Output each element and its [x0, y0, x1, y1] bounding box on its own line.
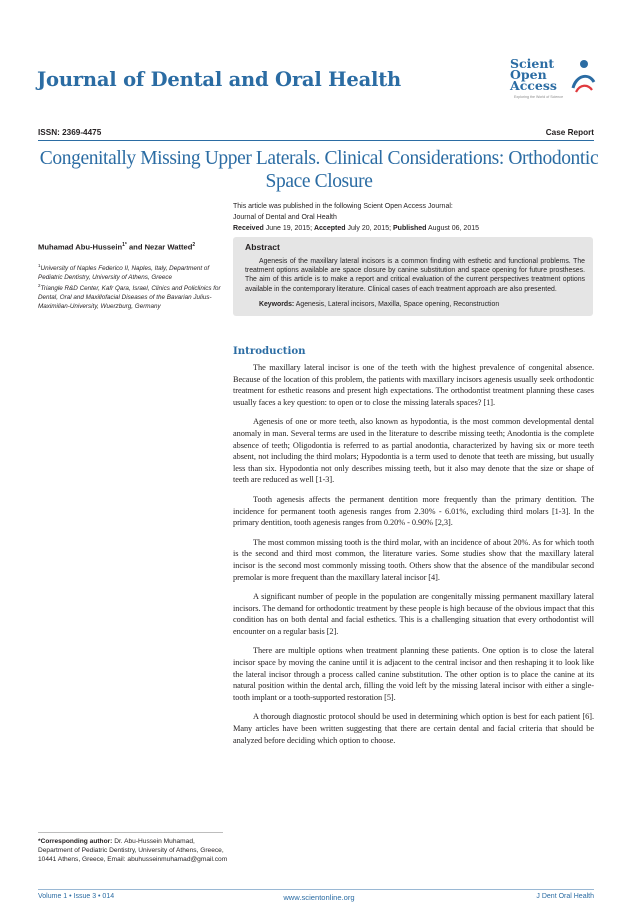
- footer-website-link[interactable]: www.scientonline.org: [283, 893, 355, 902]
- publication-info: [233, 201, 603, 234]
- pub-line-1: This article was published in the following Scient Open Access Journal:: [233, 203, 453, 210]
- paragraph: A thorough diagnostic protocol should be used in determining which option is best for each patient [6]. Many articles have been written suggesting that there are certain dental and facial criteria that should be analyzed before deciding which option to choose.: [233, 712, 594, 745]
- received-date: June 19, 2015;: [265, 225, 313, 232]
- publisher-logo: [510, 58, 596, 104]
- footer-journal-abbrev: J Dent Oral Health: [536, 893, 594, 900]
- issn: ISSN: 2369-4475: [38, 128, 102, 137]
- author-names: [38, 240, 223, 253]
- article-type: Case Report: [545, 128, 594, 137]
- introduction-body: [233, 362, 594, 754]
- accepted-date: July 20, 2015;: [347, 225, 392, 232]
- paragraph: There are multiple options when treatment planning these patients. One option is to close the lateral incisor space by moving the canine until it is adjacent to the central incisor and then reshaping it to look like the lateral incisor through a process called canine substitution. The other option is to place the canine at its natural position within the dental arch, filling the void left by the missing lateral incisor with either a single-tooth implant or a tooth-supported restoration [5].: [233, 646, 594, 702]
- keywords-label: Keywords:: [259, 301, 295, 308]
- affiliation-2: [38, 282, 226, 311]
- affiliation-1-sup: 1: [38, 263, 41, 268]
- paragraph: Tooth agenesis affects the permanent dentition more frequently than the primary dentition. The incidence for permanent tooth agenesis ranges from 2.30% - 6.01%, excluding third molars [1-3]. In the primary dentition, tooth agenesis ranges from 0.20% - 0.90% [2,3].: [233, 494, 594, 528]
- correspondence-divider: [38, 832, 223, 833]
- published-label: Published: [393, 225, 427, 232]
- keywords: [259, 301, 499, 308]
- author-1: Muhamad Abu-Hussein: [38, 242, 123, 252]
- abstract-heading: Abstract: [245, 242, 280, 252]
- author-1-sup: 1*: [122, 242, 127, 248]
- pub-line-2: Journal of Dental and Oral Health: [233, 214, 337, 221]
- corresponding-text: Dr. Abu-Hussein Muhamad, Department of Pediatric Dentistry, University of Athens, Greece, 10441 Athens, Greece, Email: abuhusseinmuhamad@gmail.com: [38, 838, 228, 863]
- logo-tagline: Exploring the World of Science: [514, 95, 564, 99]
- logo-line-1: Scient: [510, 56, 555, 71]
- paragraph: The most common missing tooth is the third molar, with an incidence of about 20%. As for which tooth is the second and third most common, the literature varies. Some studies show that the maxillary lateral incisor is the second most commonly missing tooth. Others show that the absence of the mandibular second premolar is more frequent than the maxillary lateral incisor [4].: [233, 537, 594, 582]
- abstract-text: Agenesis of the maxillary lateral incisors is a common finding with esthetic and functional problems. The treatment options available are space closure by canine substitution and space opening for future prostheses. The aim of this article is to make a report and critical evaluation of the current perspectives treatment options available in the contemporary literature. Clinical cases of each treatment approach are also presented.: [245, 258, 585, 293]
- journal-title: Journal of Dental and Oral Health: [37, 68, 401, 91]
- affiliation-2-text: Triangle R&D Center, Kafr Qara, Israel, Clinics and Policlinics for Dental, Oral and Maxillofacial Diseases of the Bavarian Julius-Maximilian-University, Wuerzburg, Germany: [38, 285, 221, 310]
- article-title: Congenitally Missing Upper Laterals. Clinical Considerations: Orthodontic Space Closure: [39, 148, 599, 192]
- paragraph: A significant number of people in the population are congenitally missing permanent maxillary lateral incisors. The demand for orthodontic treatment by these people is high because of the obvious impact that this condition has on both dental and facial esthetics. This is a challenging situation that every orthodontist will encounter on a regular basis [2].: [233, 592, 594, 636]
- keywords-list: Agenesis, Lateral incisors, Maxilla, Space opening, Reconstruction: [295, 301, 500, 308]
- paragraph: Agenesis of one or more teeth, also known as hypodontia, is the most common developmental dental anomaly in man. Several terms are used in the literature to describe missing teeth; Anodontia is the complete absence of teeth; Oligodontia is referred to as partial anodontia, characterized by having six or more teeth absent, not including the third molars; Hypodontia is a term used to denote that teeth are missing, but usually less than six. Hypodontia not only describes missing teeth, but it also may denote that the size or shape of teeth are reduced as well [1-3].: [233, 417, 594, 485]
- published-date: August 06, 2015: [428, 225, 480, 232]
- logo-line-3: Access: [510, 78, 557, 93]
- affiliation-1-text: University of Naples Federico II, Naples, Italy, Department of Pediatric Dentistry, University of Athens, Greece: [38, 265, 210, 281]
- received-label: Received: [233, 225, 264, 232]
- logo-wordmark: [510, 58, 557, 91]
- corresponding-author: [38, 838, 228, 864]
- footer-volume: Volume 1 • Issue 3 • 014: [38, 893, 115, 900]
- corresponding-label: *Corresponding author:: [38, 838, 113, 845]
- author-2: and Nezar Watted: [126, 242, 193, 252]
- header-divider: [38, 140, 594, 141]
- affiliation-2-sup: 2: [38, 283, 41, 289]
- author-2-sup: 2: [192, 242, 196, 248]
- affiliation-1: [38, 262, 226, 282]
- open-access-icon: [570, 58, 596, 94]
- accepted-label: Accepted: [313, 225, 346, 232]
- footer-divider: [38, 889, 594, 890]
- affiliations: [38, 262, 226, 311]
- pub-dates: [233, 223, 603, 234]
- introduction-heading: Introduction: [233, 345, 306, 357]
- logo-line-2: Open: [510, 67, 547, 82]
- abstract-box: [233, 237, 593, 316]
- paragraph: The maxillary lateral incisor is one of the teeth with the highest prevalence of congenital absence. Because of the location of this problem, the patients with maxillary incisors agenesis usually seek orthodontic treatment for esthetic reasons and present high expectations. The orthodontist treatment planning these cases usually faces a key question: to open or to close the missing laterals spaces? [1].: [233, 363, 594, 407]
